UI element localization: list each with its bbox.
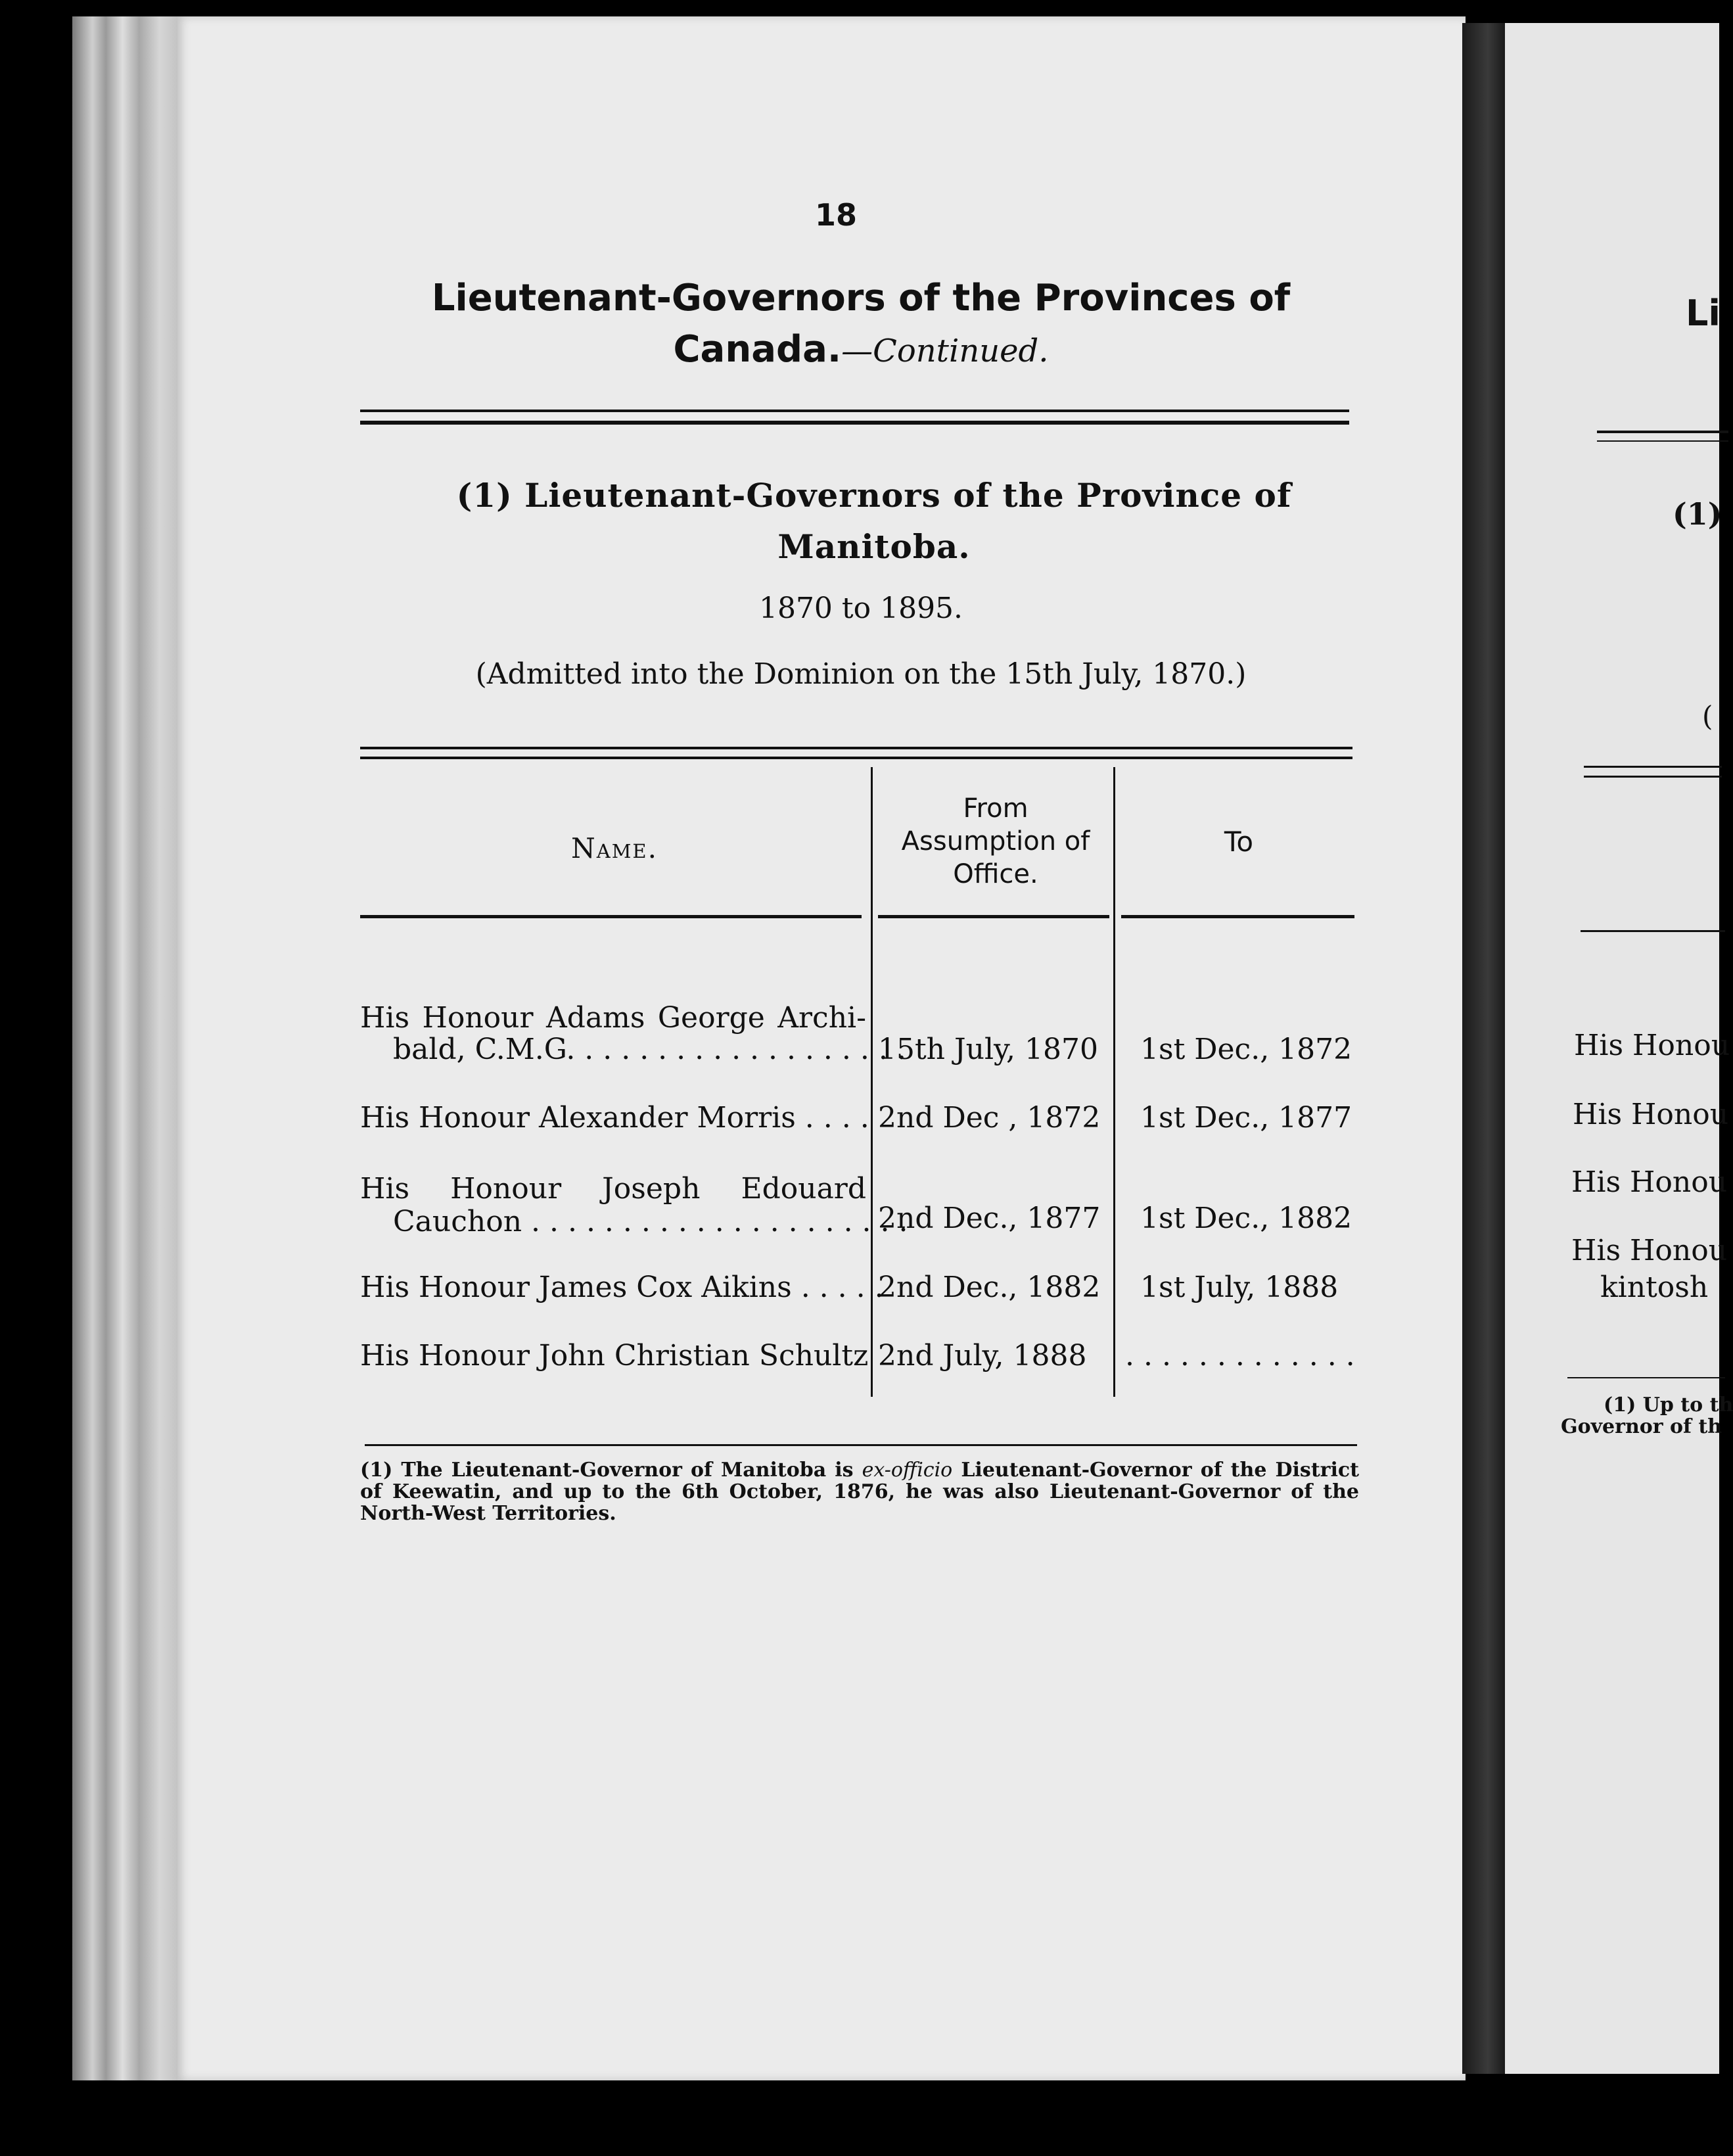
- section-title: [381, 470, 1367, 572]
- page-title-continued: —Continued.: [841, 333, 1049, 370]
- name-word: Honour: [450, 1172, 562, 1206]
- next-page-rule: [1584, 776, 1722, 778]
- next-page-rule: [1567, 1377, 1725, 1378]
- page-title-line1: Lieutenant-Governors of the Provinces of: [431, 277, 1291, 319]
- footnote: [360, 1459, 1359, 1524]
- title-rule-top: [360, 410, 1349, 412]
- next-page-rule: [1597, 440, 1728, 442]
- next-page-rule: [1584, 766, 1722, 768]
- table-row-to: 1st Dec., 1877: [1140, 1101, 1352, 1135]
- header-to: To: [1224, 826, 1254, 858]
- header-rule-from: [878, 915, 1109, 918]
- header-from-line: Office.: [953, 859, 1038, 889]
- name-word: His: [360, 1001, 410, 1035]
- table-row-to: 1st July, 1888: [1140, 1271, 1339, 1304]
- footnote-text: Lieutenant-Governor of the District of Keewatin, and up to the 6th October, 1876, he was also Lieutenant-Governor of the North-West Territories.: [360, 1459, 1360, 1525]
- next-page-row: His Honou: [1571, 1234, 1728, 1267]
- table-row-from: 2nd Dec., 1877: [878, 1202, 1101, 1235]
- name-word: Archi-: [777, 1001, 866, 1035]
- next-page-fragment: [1505, 23, 1733, 2074]
- name-word: George: [657, 1001, 765, 1035]
- page-title-line2: [368, 324, 1354, 375]
- next-page-row: His Honou: [1571, 1165, 1728, 1199]
- page-title: [368, 273, 1354, 376]
- header-name: Name.: [571, 832, 658, 864]
- table-row-name-line1: [360, 1172, 866, 1206]
- section-admitted: (Admitted into the Dominion on the 15th July, 1870.): [475, 657, 1247, 691]
- name-word: Honour: [422, 1001, 534, 1035]
- footnote-text: (1) The Lieutenant-Governor of Manitoba is: [360, 1459, 862, 1482]
- header-rule-name: [360, 915, 862, 918]
- next-page-row: His Honou: [1574, 1029, 1730, 1062]
- name-word: Joseph: [602, 1172, 701, 1206]
- next-page-section: (1): [1673, 496, 1722, 532]
- next-page-footnote: Governor of th: [1561, 1415, 1722, 1438]
- next-page-row: His Honou: [1573, 1098, 1729, 1131]
- header-rule-to: [1121, 915, 1354, 918]
- section-title-line1: (1) Lieutenant-Governors of the Province of: [456, 476, 1292, 515]
- footnote-italic: ex-officio: [862, 1459, 953, 1482]
- table-row-to: 1st Dec., 1882: [1140, 1202, 1352, 1235]
- next-page-rule: [1581, 930, 1725, 932]
- table-row-name: His Honour John Christian Schultz: [360, 1339, 869, 1372]
- table-row-from: 2nd Dec., 1882: [878, 1271, 1101, 1304]
- name-word: His: [360, 1172, 410, 1206]
- table-row-to: . . . . . . . . . . . . .: [1125, 1339, 1355, 1372]
- table-row-from: 2nd July, 1888: [878, 1339, 1087, 1372]
- title-rule-bottom: [360, 421, 1349, 425]
- name-word: Edouard: [741, 1172, 866, 1206]
- next-page-title: Li: [1686, 293, 1721, 334]
- header-from: [874, 792, 1117, 891]
- next-page-paren: (: [1702, 700, 1713, 732]
- book-gutter: [1462, 23, 1505, 2074]
- table-row-to: 1st Dec., 1872: [1140, 1033, 1352, 1066]
- table-row-from: 2nd Dec , 1872: [878, 1101, 1101, 1135]
- table-rule-top: [360, 747, 1352, 749]
- section-title-line2: Manitoba.: [777, 527, 971, 566]
- table-row-name: His Honour Alexander Morris . . . .: [360, 1101, 869, 1135]
- header-from-line: From: [963, 793, 1028, 824]
- next-page-row: kintosh: [1600, 1271, 1709, 1304]
- section-years: 1870 to 1895.: [758, 592, 963, 625]
- table-row-from: 15th July, 1870: [878, 1033, 1099, 1066]
- table-row-name-line2: Cauchon . . . . . . . . . . . . . . . . . . . . .: [393, 1205, 908, 1238]
- next-page-rule: [1597, 431, 1728, 433]
- page-title-canada: Canada.: [673, 328, 842, 371]
- page-edge: [72, 16, 184, 2080]
- table-row-name-line2: bald, C.M.G. . . . . . . . . . . . . . . . . . .: [393, 1033, 906, 1066]
- table-row-name-line1: [360, 1001, 866, 1035]
- page-number: 18: [815, 197, 858, 233]
- table-row-name: His Honour James Cox Aikins . . . . .: [360, 1271, 884, 1304]
- name-word: Adams: [545, 1001, 645, 1035]
- header-from-line: Assumption of: [901, 826, 1090, 856]
- table-rule-top-second: [360, 757, 1352, 759]
- footnote-rule: [365, 1444, 1357, 1446]
- next-page-footnote: (1) Up to th: [1604, 1394, 1733, 1417]
